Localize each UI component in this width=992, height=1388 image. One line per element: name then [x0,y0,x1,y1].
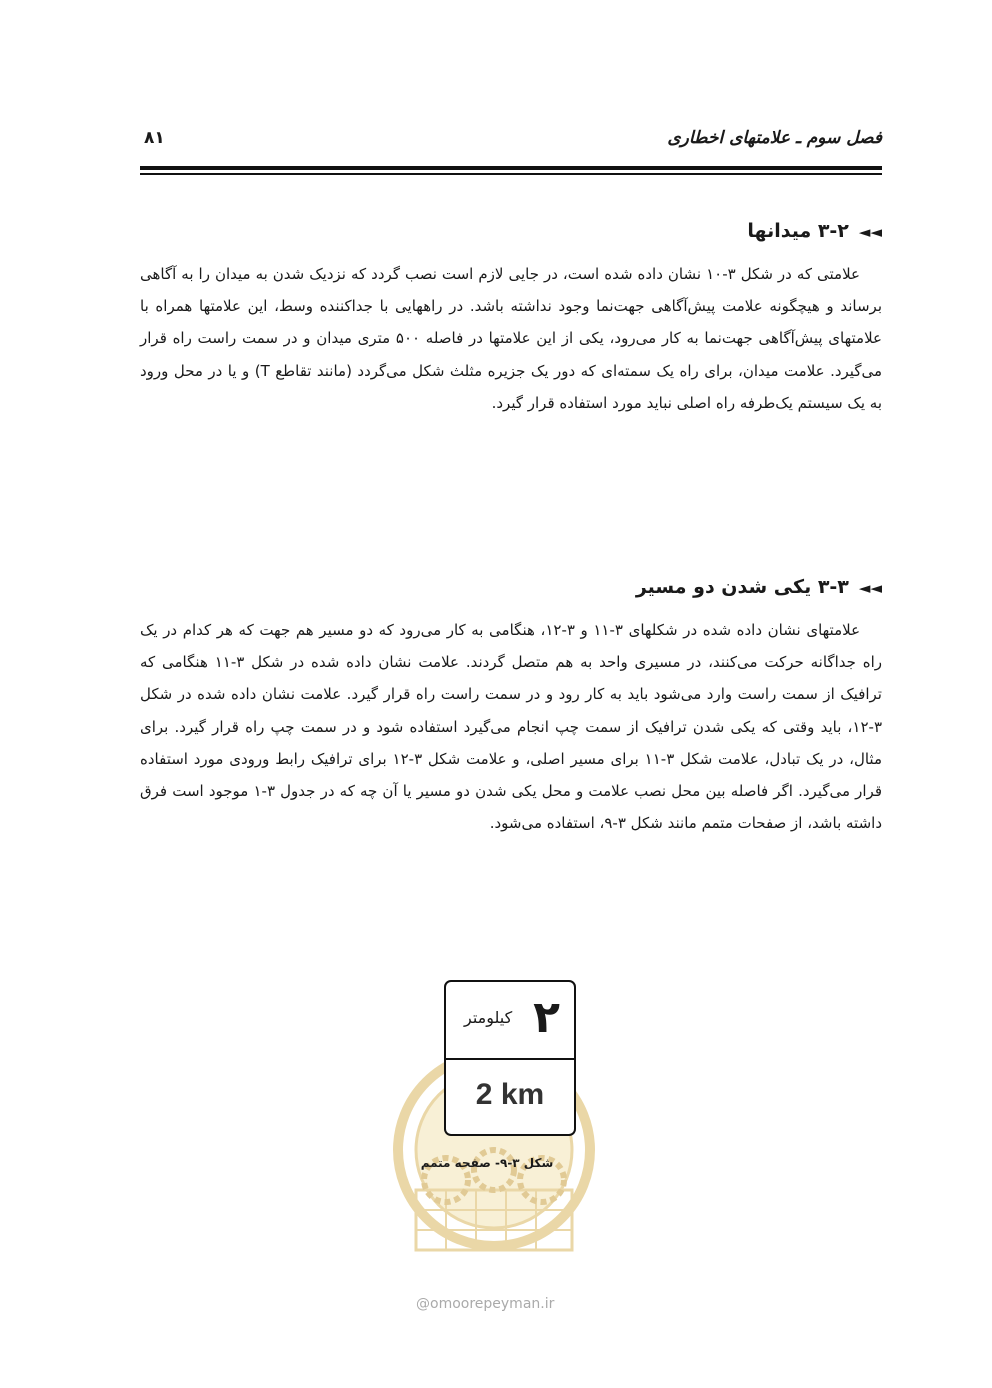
section-marker-icon: ◄◄ [858,579,882,597]
section-paragraph-merging: علامتهای نشان داده شده در شکلهای ۳-۱۱ و ۳-۱۲، هنگامی به کار می‌رود که دو مسیر هم جهت که هر کدام در یک راه جداگانه حرکت می‌کنند، در مسیری واحد به هم متصل گردند. علامت نشان داده شده در شکل ۳-۱۱ هنگامی که ترافیک از سمت راست وارد می‌شود باید به کار رود و در سمت راست راه قرار گیرد. علامت نشان داده شده در شکل ۳-۱۲، باید وقتی که یکی شدن ترافیک از سمت چپ انجام می‌گیرد استفاده شود و در سمت چپ راه قرار گیرد. برای مثال، در یک تبادل، علامت شکل ۳-۱۱ برای مسیر اصلی، و علامت شکل ۳-۱۲ برای ترافیک رابط ورودی مورد استفاده قرار می‌گیرد. اگر فاصله بین محل نصب علامت و محل یکی شدن دو مسیر یا آن چه که در جدول ۳-۱ موجود است فرق داشته باشد، از صفحات متمم مانند شکل ۳-۹، استفاده می‌شود. [140,621,882,833]
header-rule-thick [140,166,882,170]
sign-number: ۲ [533,992,560,1043]
page-number: ۸۱ [144,128,165,148]
chapter-title: فصل سوم ـ علامتهای اخطاری [667,128,882,148]
sign-latin-text: 2 km [475,1078,545,1111]
sign-top-panel [444,980,576,1060]
section-heading-roundabouts [747,220,882,242]
section-heading-text: ۳-۳ یکی شدن دو مسیر [635,576,849,598]
section-marker-icon: ◄◄ [858,223,882,241]
section-paragraph-roundabouts: علامتی که در شکل ۳-۱۰ نشان داده شده است، در جایی لازم است نصب گردد که نزدیک شدن به میدان را به آگاهی برساند و هیچگونه علامت پیش‌آگاهی جهت‌نما وجود نداشته باشد. در راههایی با جداکننده وسط، این علامتها همراه با علامتهای پیش‌آگاهی جهت‌نما به کار می‌رود، یکی از این علامتها در فاصله ۵۰۰ متری میدان و در سمت راست راه قرار می‌گیرد. علامت میدان، برای راه یک سمته‌ای که دور یک جزیره مثلث شکل می‌گردد (مانند تقاطع T) و یا در محل ورود به یک سیستم یک‌طرفه راه اصلی نباید مورد استفاده قرار گیرد. [140,265,882,412]
section-heading-merging [636,576,882,598]
supplementary-distance-sign [444,980,576,1138]
page-header [140,128,882,158]
watermark-url: @omoorepeyman.ir [416,1296,555,1312]
figure-caption: شکل ۳-۹- صفحه متمم [420,1156,554,1170]
header-rule-thin [140,173,882,175]
section-heading-text: ۳-۲ میدانها [747,220,849,242]
sign-unit: کیلومتر [464,1008,513,1027]
